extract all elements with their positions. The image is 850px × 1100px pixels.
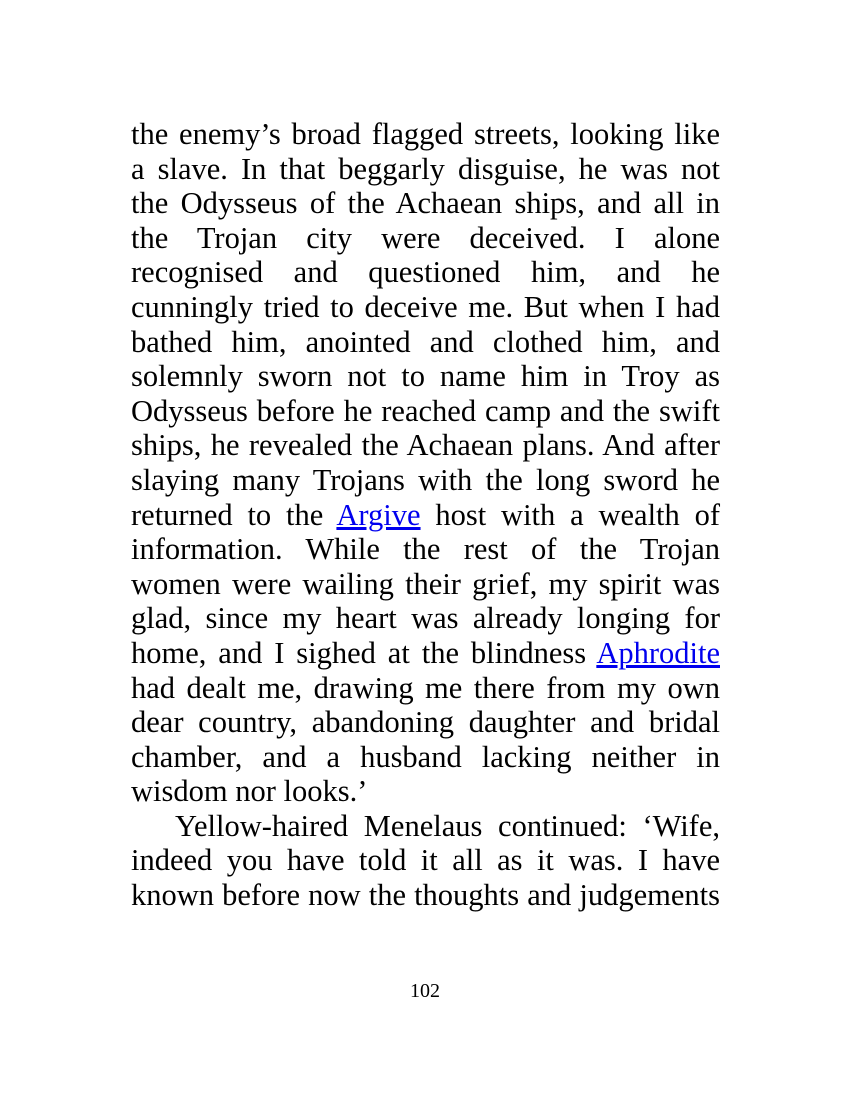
text-line xyxy=(131,325,720,360)
text-run: returned to the xyxy=(131,497,337,532)
text-line xyxy=(131,740,720,775)
text-run: wisdom nor looks.’ xyxy=(131,774,368,809)
text-run: Odysseus before he reached camp and the swift xyxy=(131,393,720,428)
text-run: indeed you have told it all as it was. I have xyxy=(131,843,720,878)
text-line xyxy=(131,394,720,429)
text-run: bathed him, anointed and clothed him, and xyxy=(131,324,720,359)
text-run: recognised and questioned him, and he xyxy=(131,255,720,290)
text-line xyxy=(131,255,720,290)
text-run: ships, he revealed the Achaean plans. And after xyxy=(131,428,720,463)
text-run: dear country, abandoning daughter and bridal xyxy=(131,705,720,740)
text-line xyxy=(131,498,720,533)
text-run: cunningly tried to deceive me. But when I had xyxy=(131,289,720,324)
text-line xyxy=(131,221,720,256)
text-line xyxy=(131,428,720,463)
text-line xyxy=(131,601,720,636)
text-run: chamber, and a husband lacking neither in xyxy=(131,739,720,774)
text-run: host with a wealth of xyxy=(420,497,721,532)
text-line xyxy=(131,843,720,878)
text-run: the Trojan city were deceived. I alone xyxy=(131,220,720,255)
text-line xyxy=(131,359,720,394)
link-aphrodite[interactable]: Aphrodite xyxy=(596,635,720,670)
text-line-paragraph-end xyxy=(131,774,720,809)
text-run: women were wailing their grief, my spirit was xyxy=(131,566,720,601)
text-run: the enemy’s broad flagged streets, looking like xyxy=(131,117,720,151)
text-line xyxy=(131,636,720,671)
text-line xyxy=(131,705,720,740)
text-run: glad, since my heart was already longing for xyxy=(131,601,720,636)
text-line xyxy=(131,878,720,913)
text-run: a slave. In that beggarly disguise, he was not xyxy=(131,151,720,186)
text-run: the Odysseus of the Achaean ships, and all in xyxy=(131,186,720,221)
text-run: known before now the thoughts and judgements xyxy=(131,878,720,913)
text-run: slaying many Trojans with the long sword he xyxy=(131,462,720,497)
text-run: home, and I sighed at the blindness xyxy=(131,635,597,670)
text-run: information. While the rest of the Trojan xyxy=(131,532,720,567)
text-line xyxy=(131,186,720,221)
text-run: solemnly sworn not to name him in Troy as xyxy=(131,359,720,394)
text-run: had dealt me, drawing me there from my own xyxy=(131,670,720,705)
text-line xyxy=(131,567,720,602)
page-number: 102 xyxy=(410,980,440,1002)
text-line xyxy=(131,290,720,325)
page-body xyxy=(131,117,720,913)
link-argive[interactable]: Argive xyxy=(336,497,421,532)
text-line-paragraph-start xyxy=(131,809,720,844)
text-line xyxy=(131,671,720,706)
text-line xyxy=(131,532,720,567)
text-line xyxy=(131,463,720,498)
text-line xyxy=(131,117,720,152)
text-line xyxy=(131,152,720,187)
text-run: Yellow-haired Menelaus continued: ‘Wife, xyxy=(175,808,720,843)
